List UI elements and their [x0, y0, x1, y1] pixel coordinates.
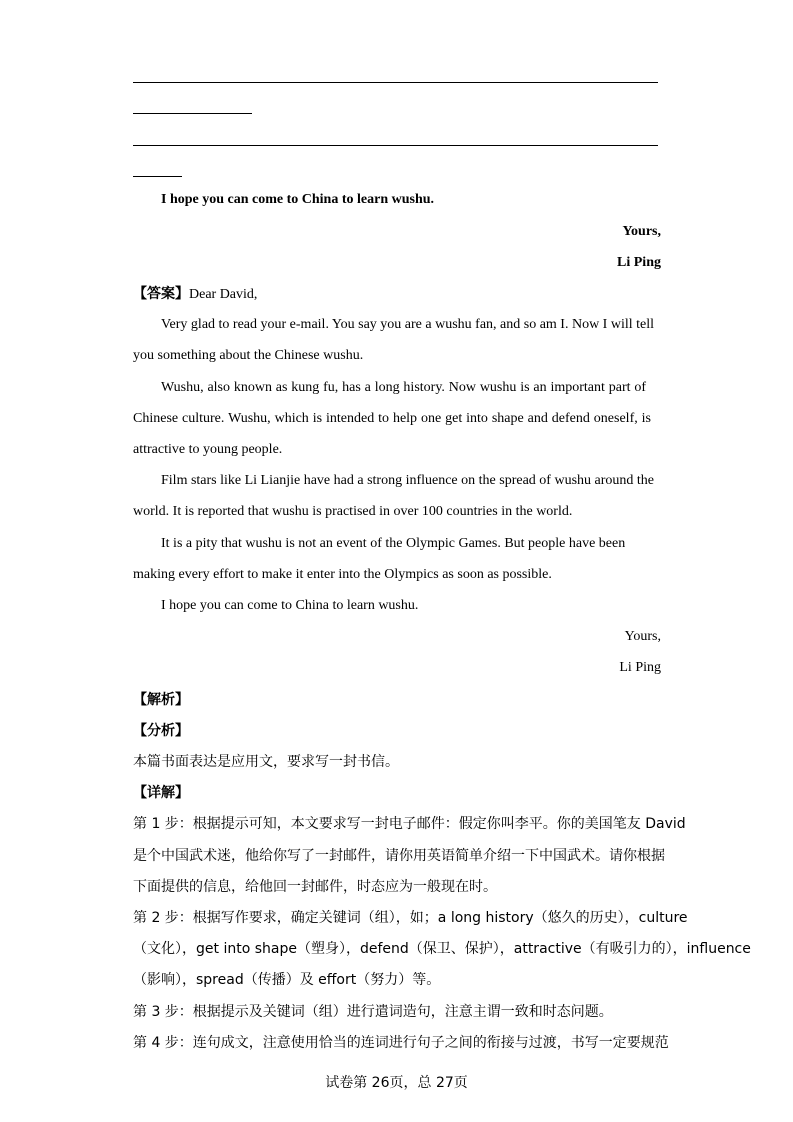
answer-p3-line1: Film stars like Li Lianjie have had a strong influence on the spread of wushu around the — [161, 473, 654, 488]
writing-line — [133, 82, 658, 83]
answer-signature: Li Ping — [619, 660, 661, 675]
writing-line — [133, 176, 182, 177]
writing-line — [133, 145, 658, 146]
answer-p2-line1: Wushu, also known as kung fu, has a long history. Now wushu is an important part of — [161, 380, 646, 395]
answer-p1-line2: you something about the Chinese wushu. — [133, 348, 364, 363]
answer-p1-line1: Very glad to read your e-mail. You say you are a wushu fan, and so am I. Now I will tell — [161, 317, 655, 332]
answer-salutation: Dear David, — [189, 287, 258, 302]
step2-line3: （影响），spread（传播）及 effort（努力）等。 — [133, 972, 441, 988]
answer-p4-line2: making every effort to make it enter into the Olympics as soon as possible. — [133, 567, 552, 582]
prompt-closing: Yours, — [622, 224, 661, 239]
fenxi-text: 本篇书面表达是应用文，要求写一封书信。 — [133, 754, 399, 770]
writing-line — [133, 113, 252, 114]
prompt-hope-line: I hope you can come to China to learn wushu. — [161, 192, 435, 207]
answer-p2-line2: Chinese culture. Wushu, which is intended to help one get into shape and defend oneself, is — [133, 411, 651, 426]
answer-section — [133, 284, 257, 305]
page-footer: 试卷第 26页，总 27页 — [325, 1075, 468, 1091]
step1-line2: 是个中国武术迷，他给你写了一封邮件，请你用英语简单介绍一下中国武术。请你根据 — [133, 848, 665, 864]
step2-line1: 第 2 步：根据写作要求，确定关键词（组），如；a long history（悠久的历史），culture — [133, 910, 688, 926]
answer-p2-line3: attractive to young people. — [133, 442, 283, 457]
step3: 第 3 步：根据提示及关键词（组）进行遣词造句，注意主谓一致和时态问题。 — [133, 1004, 613, 1020]
prompt-signature: Li Ping — [617, 255, 661, 270]
answer-p4-line1: It is a pity that wushu is not an event of the Olympic Games. But people have been — [161, 536, 626, 551]
answer-tag: 【答案】 — [133, 286, 189, 302]
analysis-heading: 【解析】 — [133, 692, 189, 708]
step1-line1: 第 1 步：根据提示可知，本文要求写一封电子邮件：假定你叫李平。你的美国笔友 David — [133, 816, 686, 832]
step2-line2: （文化），get into shape（塑身），defend（保卫、保护），attractive（有吸引力的），influence — [133, 941, 751, 957]
fenxi-heading: 【分析】 — [133, 723, 189, 739]
step1-line3: 下面提供的信息，给他回一封邮件，时态应为一般现在时。 — [133, 879, 497, 895]
answer-p5: I hope you can come to China to learn wushu. — [161, 598, 419, 613]
answer-p3-line2: world. It is reported that wushu is practised in over 100 countries in the world. — [133, 504, 573, 519]
xiangjie-heading: 【详解】 — [133, 785, 189, 801]
answer-closing: Yours, — [624, 629, 661, 644]
step4: 第 4 步：连句成文，注意使用恰当的连词进行句子之间的衔接与过渡，书写一定要规范 — [133, 1035, 669, 1051]
